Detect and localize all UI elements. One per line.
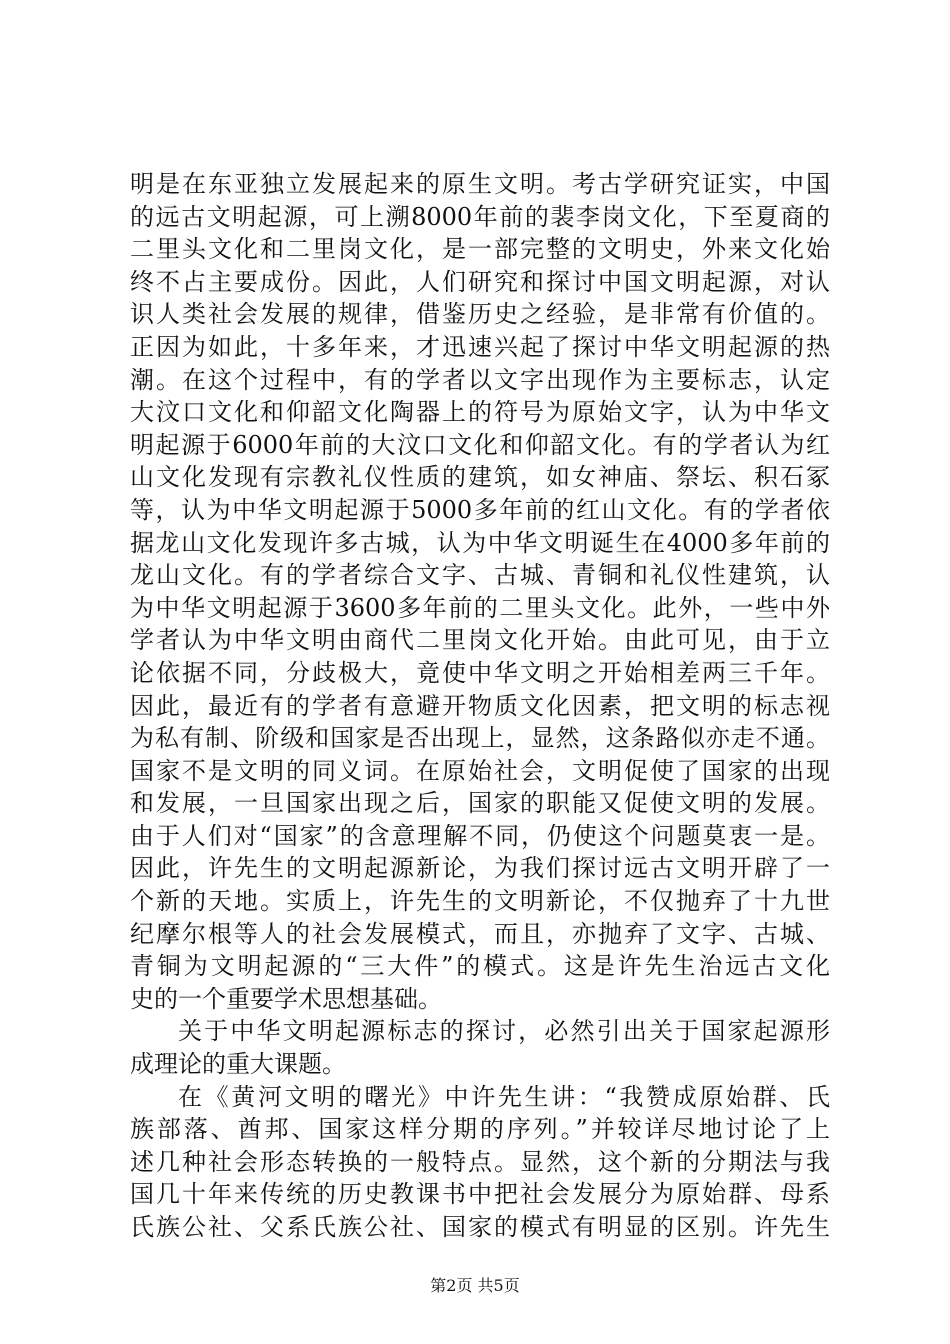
text-line: 由于人们对“国家”的含意理解不同，仍使这个问题莫衷一是。 [130,821,830,850]
text-line: 龙山文化。有的学者综合文字、古城、青铜和礼仪性建筑，认 [130,561,830,590]
text-line: 族部落、酋邦、国家这样分期的序列。”并较详尽地讨论了上 [130,1115,830,1144]
text-line: 识人类社会发展的规律，借鉴历史之经验，是非常有价值的。 [130,300,830,329]
text-line: 的远古文明起源，可上溯8000年前的裴李岗文化，下至夏商的 [130,202,830,231]
text-line: 正因为如此，十多年来，才迅速兴起了探讨中华文明起源的热 [130,332,830,361]
text-line: 个新的天地。实质上，许先生的文明新论，不仅抛弃了十九世 [130,887,830,916]
text-line: 国家不是文明的同义词。在原始社会，文明促使了国家的出现 [130,756,830,785]
text-line: 论依据不同，分歧极大，竟使中华文明之开始相差两三千年。 [130,658,830,687]
text-line: 明是在东亚独立发展起来的原生文明。考古学研究证实，中国 [130,170,830,198]
text-line: 为私有制、阶级和国家是否出现上，显然，这条路似亦走不通。 [130,724,830,753]
text-line: 据龙山文化发现许多古城，认为中华文明诞生在4000多年前的 [130,528,830,557]
text-line: 因此，许先生的文明起源新论，为我们探讨远古文明开辟了一 [130,854,830,883]
text-line: 二里头文化和二里岗文化，是一部完整的文明史，外来文化始 [130,235,830,264]
text-line: 为中华文明起源于3600多年前的二里头文化。此外，一些中外 [130,593,830,622]
text-line: 等，认为中华文明起源于5000多年前的红山文化。有的学者依 [130,495,830,524]
text-line: 学者认为中华文明由商代二里岗文化开始。由此可见，由于立 [130,626,830,655]
text-line: 明起源于6000年前的大汶口文化和仰韶文化。有的学者认为红 [130,430,830,459]
text-line: 述几种社会形态转换的一般特点。显然，这个新的分期法与我 [130,1147,830,1176]
body-text [130,168,830,1244]
page-number-label: 第2页 共5页 [430,1276,520,1295]
text-line: 国几十年来传统的历史教课书中把社会发展分为原始群、母系 [130,1180,830,1209]
text-line: 山文化发现有宗教礼仪性质的建筑，如女神庙、祭坛、积石冢 [130,463,830,492]
text-line: 在《黄河文明的曙光》中许先生讲：“我赞成原始群、氏 [178,1082,830,1111]
text-line: 潮。在这个过程中，有的学者以文字出现作为主要标志，认定 [130,365,830,394]
text-line: 史的一个重要学术思想基础。 [130,984,442,1013]
text-line: 大汶口文化和仰韶文化陶器上的符号为原始文字，认为中华文 [130,398,830,427]
text-line: 关于中华文明起源标志的探讨，必然引出关于国家起源形 [178,1017,830,1046]
text-line: 氏族公社、父系氏族公社、国家的模式有明显的区别。许先生 [130,1213,830,1241]
text-line: 纪摩尔根等人的社会发展模式，而且，亦抛弃了文字、古城、 [130,919,830,948]
page-footer [0,1276,950,1296]
text-line: 因此，最近有的学者有意避开物质文化因素，把文明的标志视 [130,691,830,720]
text-line: 和发展，一旦国家出现之后，国家的职能又促使文明的发展。 [130,789,830,818]
text-line: 青铜为文明起源的“三大件”的模式。这是许先生治远古文化 [130,952,830,981]
text-line: 成理论的重大课题。 [130,1050,346,1079]
text-line: 终不占主要成份。因此，人们研究和探讨中国文明起源，对认 [130,267,830,296]
